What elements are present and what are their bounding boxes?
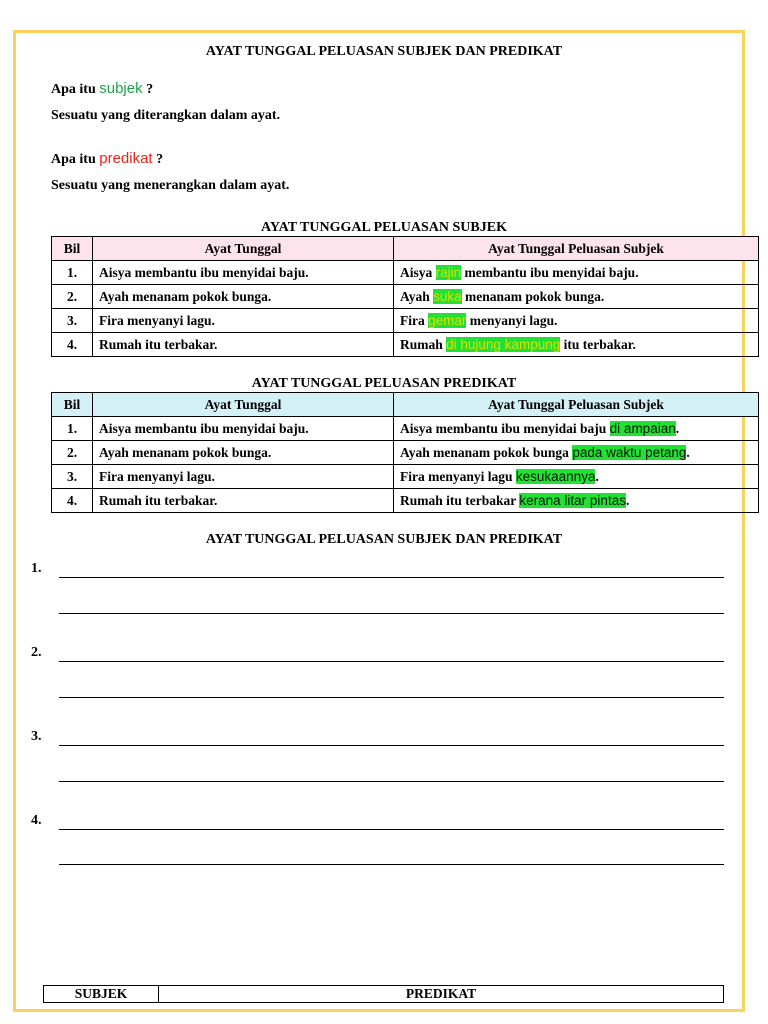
table2-title: AYAT TUNGGAL PELUASAN PREDIKAT [251,376,517,391]
exercise-number: 3. [31,729,42,744]
header-peluasan: Ayat Tunggal Peluasan Subjek [394,237,759,261]
header-bil: Bil [52,237,93,261]
header-bil: Bil [52,393,93,417]
table-row [52,261,759,285]
text-pre: Rumah itu terbakar [400,492,517,508]
cell-ayat: Ayah menanam pokok bunga. [93,285,394,309]
cell-bil: 3. [52,465,93,489]
cell-bil: 4. [52,489,93,513]
cell-peluasan [394,465,759,489]
table-row [52,333,759,357]
cell-bil: 2. [52,441,93,465]
term-predikat: predikat [99,150,153,167]
writing-line[interactable] [59,613,724,614]
writing-line[interactable] [59,697,724,698]
answer-predikat: Sesuatu yang menerangkan dalam ayat. [51,178,290,193]
footer-subjek: SUBJEK [44,986,159,1003]
text-pre: Rumah [400,336,443,352]
cell-bil: 1. [52,417,93,441]
question-prefix: Apa itu [51,82,96,97]
highlight-peluasan: rajin [435,264,462,280]
header-ayat-tunggal: Ayat Tunggal [93,393,394,417]
table-header-row [52,237,759,261]
cell-ayat: Fira menyanyi lagu. [93,309,394,333]
cell-peluasan [394,489,759,513]
table-peluasan-subjek [51,236,759,357]
text-pre: Ayah menanam pokok bunga [400,444,569,460]
question-suffix: ? [156,152,164,167]
cell-peluasan [394,261,759,285]
writing-line[interactable] [59,864,724,865]
section3-title: AYAT TUNGGAL PELUASAN SUBJEK DAN PREDIKAT [205,532,563,547]
footer-predikat: PREDIKAT [159,986,724,1003]
table-row [52,285,759,309]
footer-row [44,986,724,1003]
text-pre: Fira [400,312,425,328]
cell-bil: 3. [52,309,93,333]
writing-line[interactable] [59,781,724,782]
term-subjek: subjek [99,80,143,97]
highlight-peluasan: gemar [428,312,467,328]
exercise-number: 4. [31,813,42,828]
highlight-peluasan: kerana litar pintas [519,492,626,508]
text-pre: Fira menyanyi lagu [400,468,513,484]
cell-peluasan [394,309,759,333]
answer-subjek: Sesuatu yang diterangkan dalam ayat. [51,108,281,123]
main-title: AYAT TUNGGAL PELUASAN SUBJEK DAN PREDIKAT [205,44,563,59]
cell-ayat: Aisya membantu ibu menyidai baju. [93,261,394,285]
writing-line[interactable] [59,577,724,578]
question-prefix: Apa itu [51,152,96,167]
cell-bil: 4. [52,333,93,357]
cell-peluasan [394,333,759,357]
question-suffix: ? [146,82,154,97]
question-predikat [51,150,163,168]
question-subjek [51,80,153,98]
cell-peluasan [394,417,759,441]
cell-bil: 2. [52,285,93,309]
text-pre: Ayah [400,288,430,304]
table-row [52,309,759,333]
writing-line[interactable] [59,829,724,830]
table-row [52,489,759,513]
text-post: . [686,444,690,460]
header-peluasan: Ayat Tunggal Peluasan Subjek [394,393,759,417]
cell-bil: 1. [52,261,93,285]
cell-ayat: Fira menyanyi lagu. [93,465,394,489]
table-row [52,465,759,489]
cell-ayat: Rumah itu terbakar. [93,333,394,357]
highlight-peluasan: suka [433,288,462,304]
text-post: membantu ibu menyidai baju. [464,264,639,280]
cell-ayat: Rumah itu terbakar. [93,489,394,513]
table-row [52,417,759,441]
header-ayat-tunggal: Ayat Tunggal [93,237,394,261]
text-pre: Aisya [400,264,433,280]
text-post: menanam pokok bunga. [465,288,605,304]
cell-peluasan [394,285,759,309]
text-post: itu terbakar. [563,336,636,352]
writing-line[interactable] [59,661,724,662]
text-post: . [625,492,630,508]
highlight-peluasan: pada waktu petang [572,444,687,460]
text-post: . [595,468,599,484]
table-row [52,441,759,465]
cell-ayat: Ayah menanam pokok bunga. [93,441,394,465]
cell-ayat: Aisya membantu ibu menyidai baju. [93,417,394,441]
highlight-peluasan: di hujung kampung [446,336,561,352]
text-post: . [675,420,680,436]
table-header-row [52,393,759,417]
cell-peluasan [394,441,759,465]
writing-line[interactable] [59,745,724,746]
text-post: menyanyi lagu. [469,312,558,328]
exercise-number: 2. [31,645,42,660]
text-pre: Aisya membantu ibu menyidai baju [400,420,607,436]
table-peluasan-predikat [51,392,759,513]
exercise-number: 1. [31,561,42,576]
footer-table [43,985,724,1003]
table1-title: AYAT TUNGGAL PELUASAN SUBJEK [261,220,507,235]
highlight-peluasan: kesukaannya [515,468,596,484]
highlight-peluasan: di ampaian [609,420,676,436]
